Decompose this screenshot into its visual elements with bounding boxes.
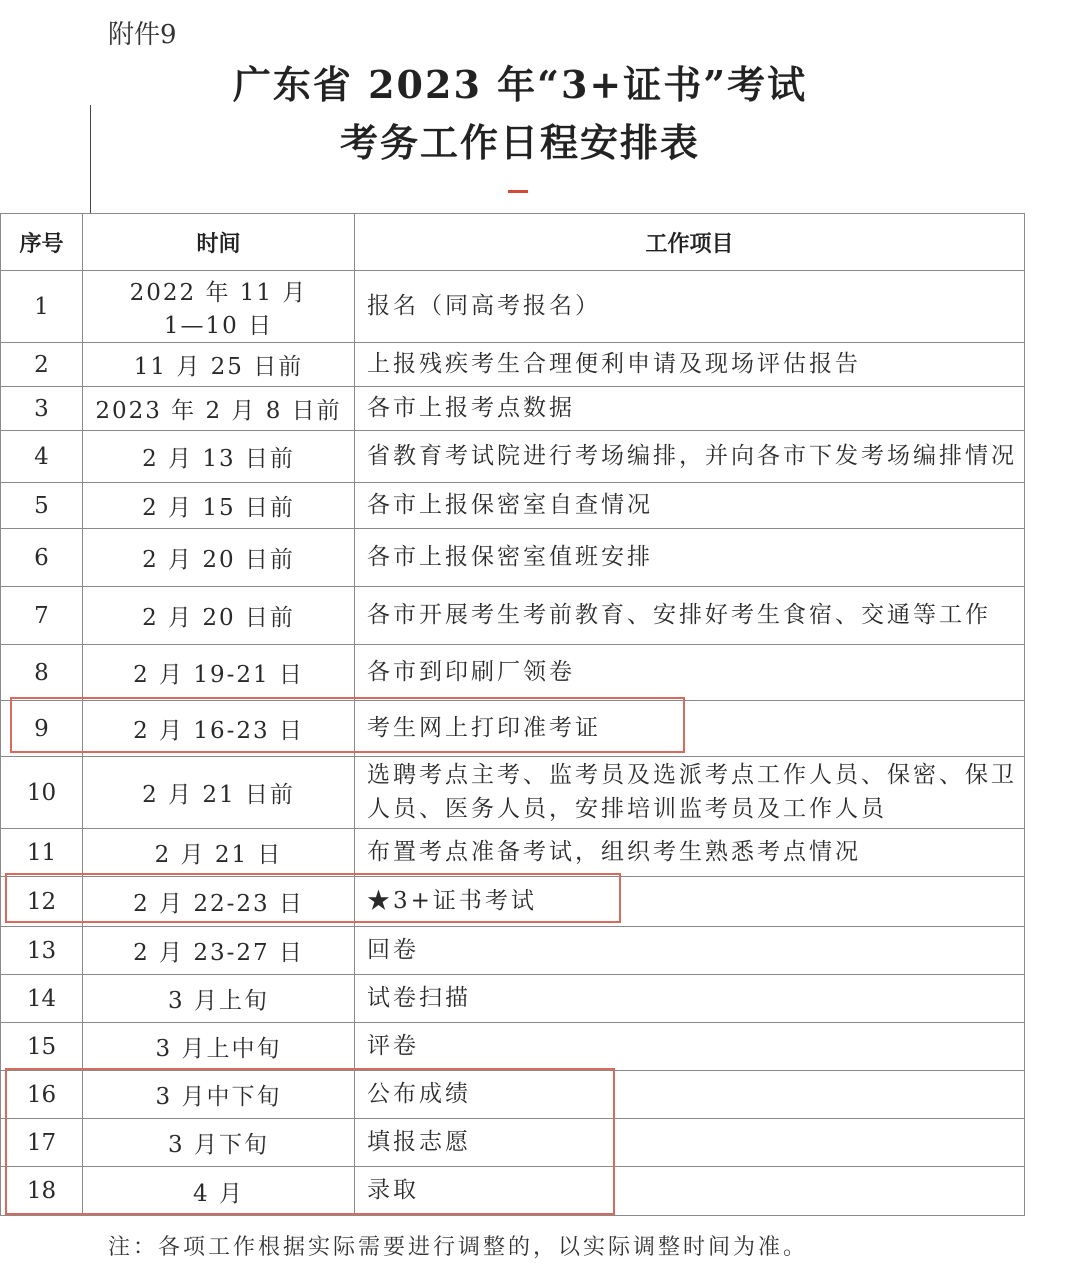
row-time: 3 月上中旬 — [83, 1023, 355, 1071]
row-number: 2 — [1, 343, 83, 387]
table-row — [1, 529, 1025, 587]
table-row — [1, 483, 1025, 529]
row-task: 各市开展考生考前教育、安排好考生食宿、交通等工作 — [355, 587, 1025, 645]
row-number: 9 — [1, 701, 83, 757]
table-row — [1, 757, 1025, 829]
table-row — [1, 829, 1025, 877]
table-row — [1, 877, 1025, 927]
table-row — [1, 927, 1025, 975]
row-time: 2 月 15 日前 — [83, 483, 355, 529]
row-task: 布置考点准备考试，组织考生熟悉考点情况 — [355, 829, 1025, 877]
row-number: 6 — [1, 529, 83, 587]
footnote: 注：各项工作根据实际需要进行调整的，以实际调整时间为准。 — [108, 1235, 809, 1260]
schedule-table — [0, 213, 1025, 1216]
row-number: 15 — [1, 1023, 83, 1071]
row-number: 8 — [1, 645, 83, 701]
row-time: 2022 年 11 月 1—10 日 — [83, 271, 355, 343]
row-number: 17 — [1, 1119, 83, 1167]
row-task: 省教育考试院进行考场编排，并向各市下发考场编排情况 — [355, 431, 1025, 483]
header-time: 时间 — [83, 214, 355, 271]
table-row — [1, 975, 1025, 1023]
row-time: 11 月 25 日前 — [83, 343, 355, 387]
row-time: 2 月 20 日前 — [83, 587, 355, 645]
decorative-red-dash — [508, 190, 528, 193]
row-task: 各市上报保密室自查情况 — [355, 483, 1025, 529]
table-row — [1, 1167, 1025, 1216]
row-number: 11 — [1, 829, 83, 877]
table-row — [1, 431, 1025, 483]
row-time: 4 月 — [83, 1167, 355, 1216]
row-time: 2 月 23-27 日 — [83, 927, 355, 975]
row-task: 录取 — [355, 1167, 1025, 1216]
row-number: 12 — [1, 877, 83, 927]
row-number: 13 — [1, 927, 83, 975]
row-number: 14 — [1, 975, 83, 1023]
table-row — [1, 343, 1025, 387]
table-row — [1, 1119, 1025, 1167]
header-no: 序号 — [1, 214, 83, 271]
document-title-line-1: 广东省 2023 年“3+证书”考试 — [232, 62, 808, 107]
row-task: 试卷扫描 — [355, 975, 1025, 1023]
row-time: 2 月 21 日前 — [83, 757, 355, 829]
row-number: 4 — [1, 431, 83, 483]
table-row — [1, 271, 1025, 343]
row-task: 评卷 — [355, 1023, 1025, 1071]
row-number: 3 — [1, 387, 83, 431]
row-time: 2023 年 2 月 8 日前 — [83, 387, 355, 431]
table-row — [1, 645, 1025, 701]
row-number: 1 — [1, 271, 83, 343]
row-time: 2 月 19-21 日 — [83, 645, 355, 701]
row-task: 回卷 — [355, 927, 1025, 975]
table-row — [1, 1071, 1025, 1119]
row-time: 2 月 13 日前 — [83, 431, 355, 483]
row-time: 3 月中下旬 — [83, 1071, 355, 1119]
document-title-line-2: 考务工作日程安排表 — [339, 120, 700, 165]
row-time: 2 月 16-23 日 — [83, 701, 355, 757]
header-task: 工作项目 — [355, 214, 1025, 271]
table-row — [1, 387, 1025, 431]
row-time: 3 月上旬 — [83, 975, 355, 1023]
table-row — [1, 1023, 1025, 1071]
row-task: 各市上报考点数据 — [355, 387, 1025, 431]
table-header-row — [1, 214, 1025, 271]
row-number: 16 — [1, 1071, 83, 1119]
row-task: 选聘考点主考、监考员及选派考点工作人员、保密、保卫人员、医务人员，安排培训监考员及工作人员 — [355, 757, 1025, 829]
row-number: 18 — [1, 1167, 83, 1216]
row-time: 2 月 21 日 — [83, 829, 355, 877]
row-task: 各市上报保密室值班安排 — [355, 529, 1025, 587]
row-task: 上报残疾考生合理便利申请及现场评估报告 — [355, 343, 1025, 387]
table-row — [1, 587, 1025, 645]
row-time: 3 月下旬 — [83, 1119, 355, 1167]
row-task: 各市到印刷厂领卷 — [355, 645, 1025, 701]
table-row — [1, 701, 1025, 757]
row-number: 5 — [1, 483, 83, 529]
row-time: 2 月 22-23 日 — [83, 877, 355, 927]
row-time: 2 月 20 日前 — [83, 529, 355, 587]
row-task: 填报志愿 — [355, 1119, 1025, 1167]
row-task: ★3+证书考试 — [355, 877, 1025, 927]
row-number: 7 — [1, 587, 83, 645]
row-task: 公布成绩 — [355, 1071, 1025, 1119]
row-number: 10 — [1, 757, 83, 829]
row-task: 报名（同高考报名） — [355, 271, 1025, 343]
row-task: 考生网上打印准考证 — [355, 701, 1025, 757]
attachment-label: 附件9 — [108, 20, 177, 50]
decorative-left-rule — [90, 105, 91, 213]
